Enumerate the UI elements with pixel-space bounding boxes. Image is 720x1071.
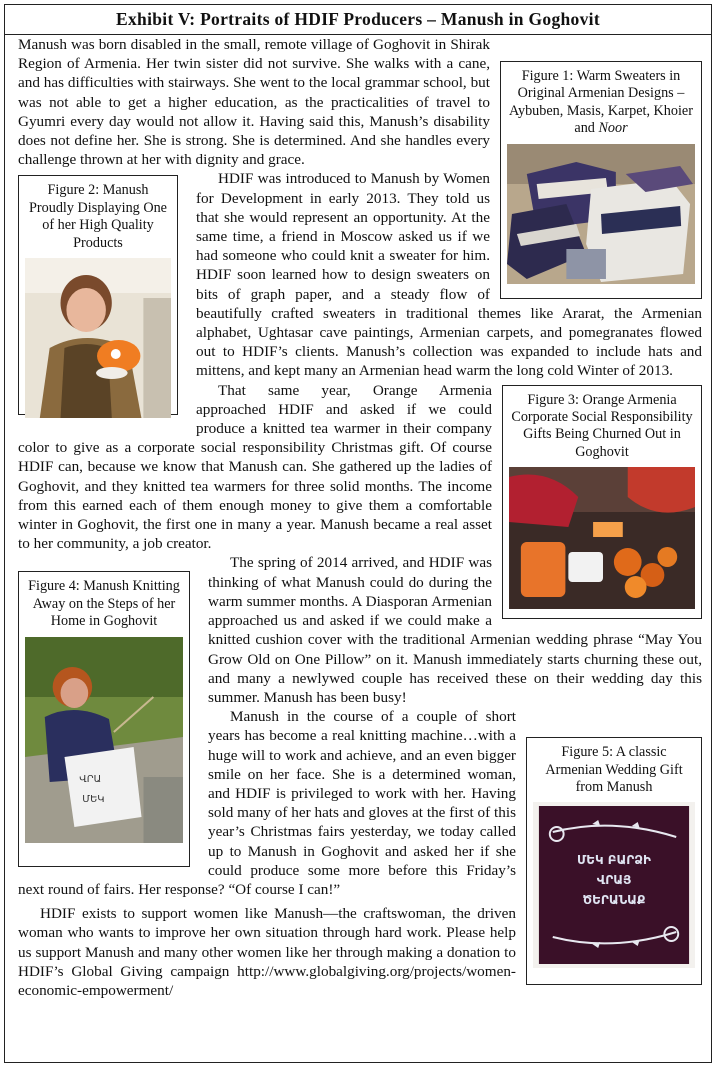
- cushion-text: ՄԵԿ ԲԱՐՁԻ ՎՐԱՅ ԾԵՐԱՆԱՔ: [576, 853, 652, 908]
- figure-1-caption: Figure 1: Warm Sweaters in Original Armenian Designs – Aybuben, Masis, Karpet, Khoier and Noor: [509, 68, 693, 137]
- figure-1: [500, 61, 702, 299]
- svg-text:ՄԵԿ: ՄԵԿ: [82, 793, 105, 805]
- sweaters-photo: [507, 144, 695, 284]
- svg-text:ՎՐԱ: ՎՐԱ: [79, 773, 102, 785]
- paragraph-1: Manush was born disabled in the small, remote village of Goghovit in Shirak Region of Armenia. Her twin sister did not survive. She walks with a cane, and has difficulties with stairways. She went to the local grammar school, but was not able to get a higher education, as the practicalities of travel to Gyumri every day would not allow it. Having said this, Manush’s disability does not define her. She is strong. She is determined. And she handles every challenge thrown at her with dignity and grace.: [18, 36, 490, 169]
- woman-with-tea-warmer-photo: [25, 258, 171, 418]
- figure-5: [526, 737, 702, 985]
- paragraph-5: Manush in the course of a couple of short years has become a real knitting machine…with a huge will to work and achieve, and an even bigger smile on her face. She is a determined woman, and HDIF is privileged to work with her. Having sold many of her hats and gloves at the first of this year’s Christmas fairs yesterday, we today called up to Manush in Goghovit and asked her if she could produce some more before this Friday’s next round of fairs. Her response? “Of course I can!”: [18, 708, 516, 898]
- paragraph-3: That same year, Orange Armenia approached HDIF and asked if we could produce a knitted tea warmer in their company color to give as a corporate social responsibility Christmas gift. Of course HDIF can, because we know that Manush can. She gathered up the ladies of Goghovit, and they knitted tea warmers for three solid months. The income from this earned each of them enough money to give them a comfortable winter in Goghovit, the first one in many a year. Manush became a real asset to her community, a job creator.: [18, 381, 492, 553]
- exhibit-page: [4, 4, 712, 1063]
- woman-knitting-photo: [25, 637, 183, 843]
- article-body: [18, 35, 702, 1055]
- paragraph-2: HDIF was introduced to Manush by Women for Development in early 2013. They told us that she would represent an opportunity. At the same time, a friend in Moscow asked us if we had someone who could knit a sweater for him. HDIF soon learned how to design sweaters on bits of graph paper, and a steady flow of beautifully crafted sweaters in traditional themes like Ararat, the Armenian alphabet, Ughtasar cave paintings, Armenian carpets, and pomegranates flowed out to HDIF’s clients. Manush’s collection was expanded to include hats and mittens, and kept many an Armenian head warm the long cold Winter of 2013.: [196, 170, 702, 380]
- figure-5-caption: Figure 5: A classic Armenian Wedding Gift from Manush: [545, 744, 683, 795]
- orange-tea-warmers-photo: [509, 467, 695, 609]
- exhibit-title: Exhibit V: Portraits of HDIF Producers – Manush in Goghovit: [5, 5, 711, 35]
- figure-4-caption: Figure 4: Manush Knitting Away on the Steps of her Home in Goghovit: [28, 578, 180, 630]
- figure-4: [18, 571, 190, 867]
- figure-2-caption: Figure 2: Manush Proudly Displaying One of her High Quality Products: [29, 182, 167, 251]
- figure-3-caption: Figure 3: Orange Armenia Corporate Social Responsibility Gifts Being Churned Out in Goghovit: [511, 391, 693, 460]
- figure-2: [18, 175, 178, 415]
- figure-3: [502, 385, 702, 619]
- paragraph-4: The spring of 2014 arrived, and HDIF was thinking of what Manush could do during the warm summer months. A Diasporan Armenian approached us and asked if we could make a knitted cushion cover with the traditional Armenian wedding phrase “May You Grow Old on One Pillow” on it. Manush immediately starts churning these out, and many a newlywed couple has received these on their wedding day this summer. Manush has been busy!: [208, 554, 702, 706]
- wedding-cushion-photo: [533, 802, 695, 968]
- paragraph-6: HDIF exists to support women like Manush—the craftswoman, the driven woman who wants to improve her own situation through hard work. Please help us support Manush and many other women like her through making a donation to HDIF’s Global Giving campaign http://www.globalgiving.org/projects/women-economic-empowerment/: [18, 905, 516, 999]
